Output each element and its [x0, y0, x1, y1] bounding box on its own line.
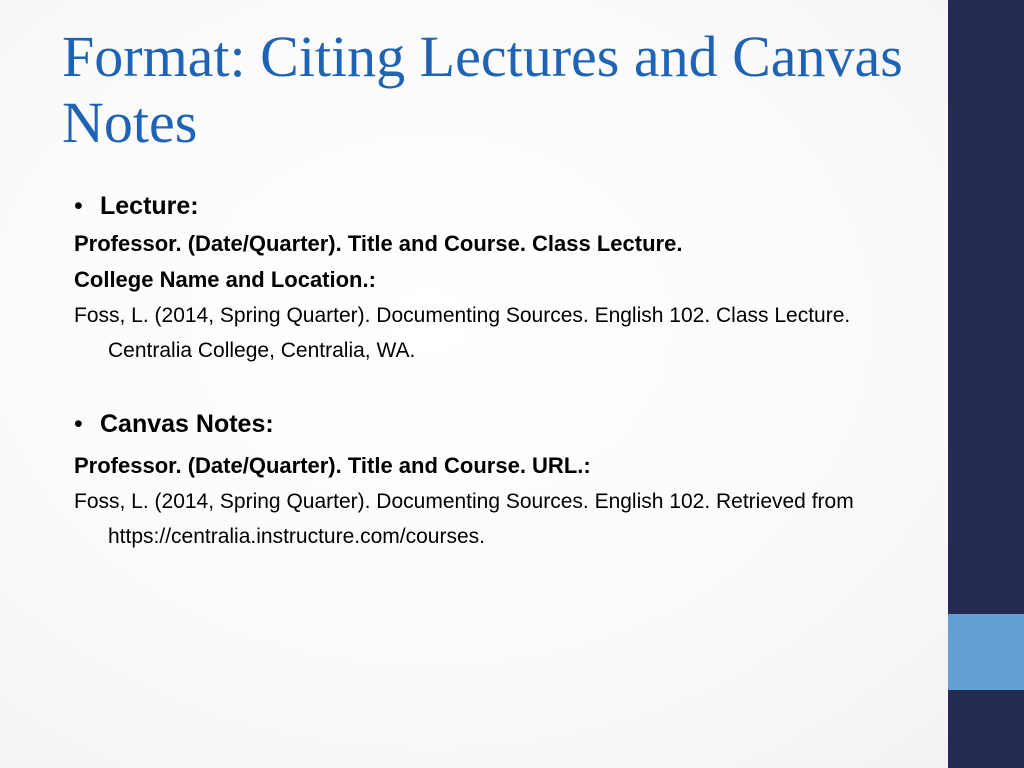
slide-title: Format: Citing Lectures and Canvas Notes	[62, 24, 903, 155]
lecture-format-line-2: College Name and Location.:	[74, 267, 376, 292]
canvas-format-line-1: Professor. (Date/Quarter). Title and Course. URL.:	[74, 453, 591, 478]
lecture-example-citation: Foss, L. (2014, Spring Quarter). Documenting Sources. English 102. Class Lecture. Centralia College, Centralia, WA.	[74, 304, 851, 362]
slide-content	[74, 186, 934, 554]
bullet-lecture	[74, 186, 934, 226]
bullet-icon: •	[74, 192, 83, 220]
bullet-canvas-notes	[74, 404, 934, 444]
bullet-heading-canvas-notes: Canvas Notes:	[100, 410, 274, 438]
bullet-icon: •	[74, 410, 83, 438]
lecture-format-line-1: Professor. (Date/Quarter). Title and Course. Class Lecture.	[74, 231, 683, 256]
bullet-heading-lecture: Lecture:	[100, 192, 199, 220]
section-spacer	[74, 368, 934, 404]
canvas-example-citation: Foss, L. (2014, Spring Quarter). Documenting Sources. English 102. Retrieved from https://centralia.instructure.com/courses.	[74, 490, 854, 548]
decorative-side-accent	[948, 614, 1024, 690]
